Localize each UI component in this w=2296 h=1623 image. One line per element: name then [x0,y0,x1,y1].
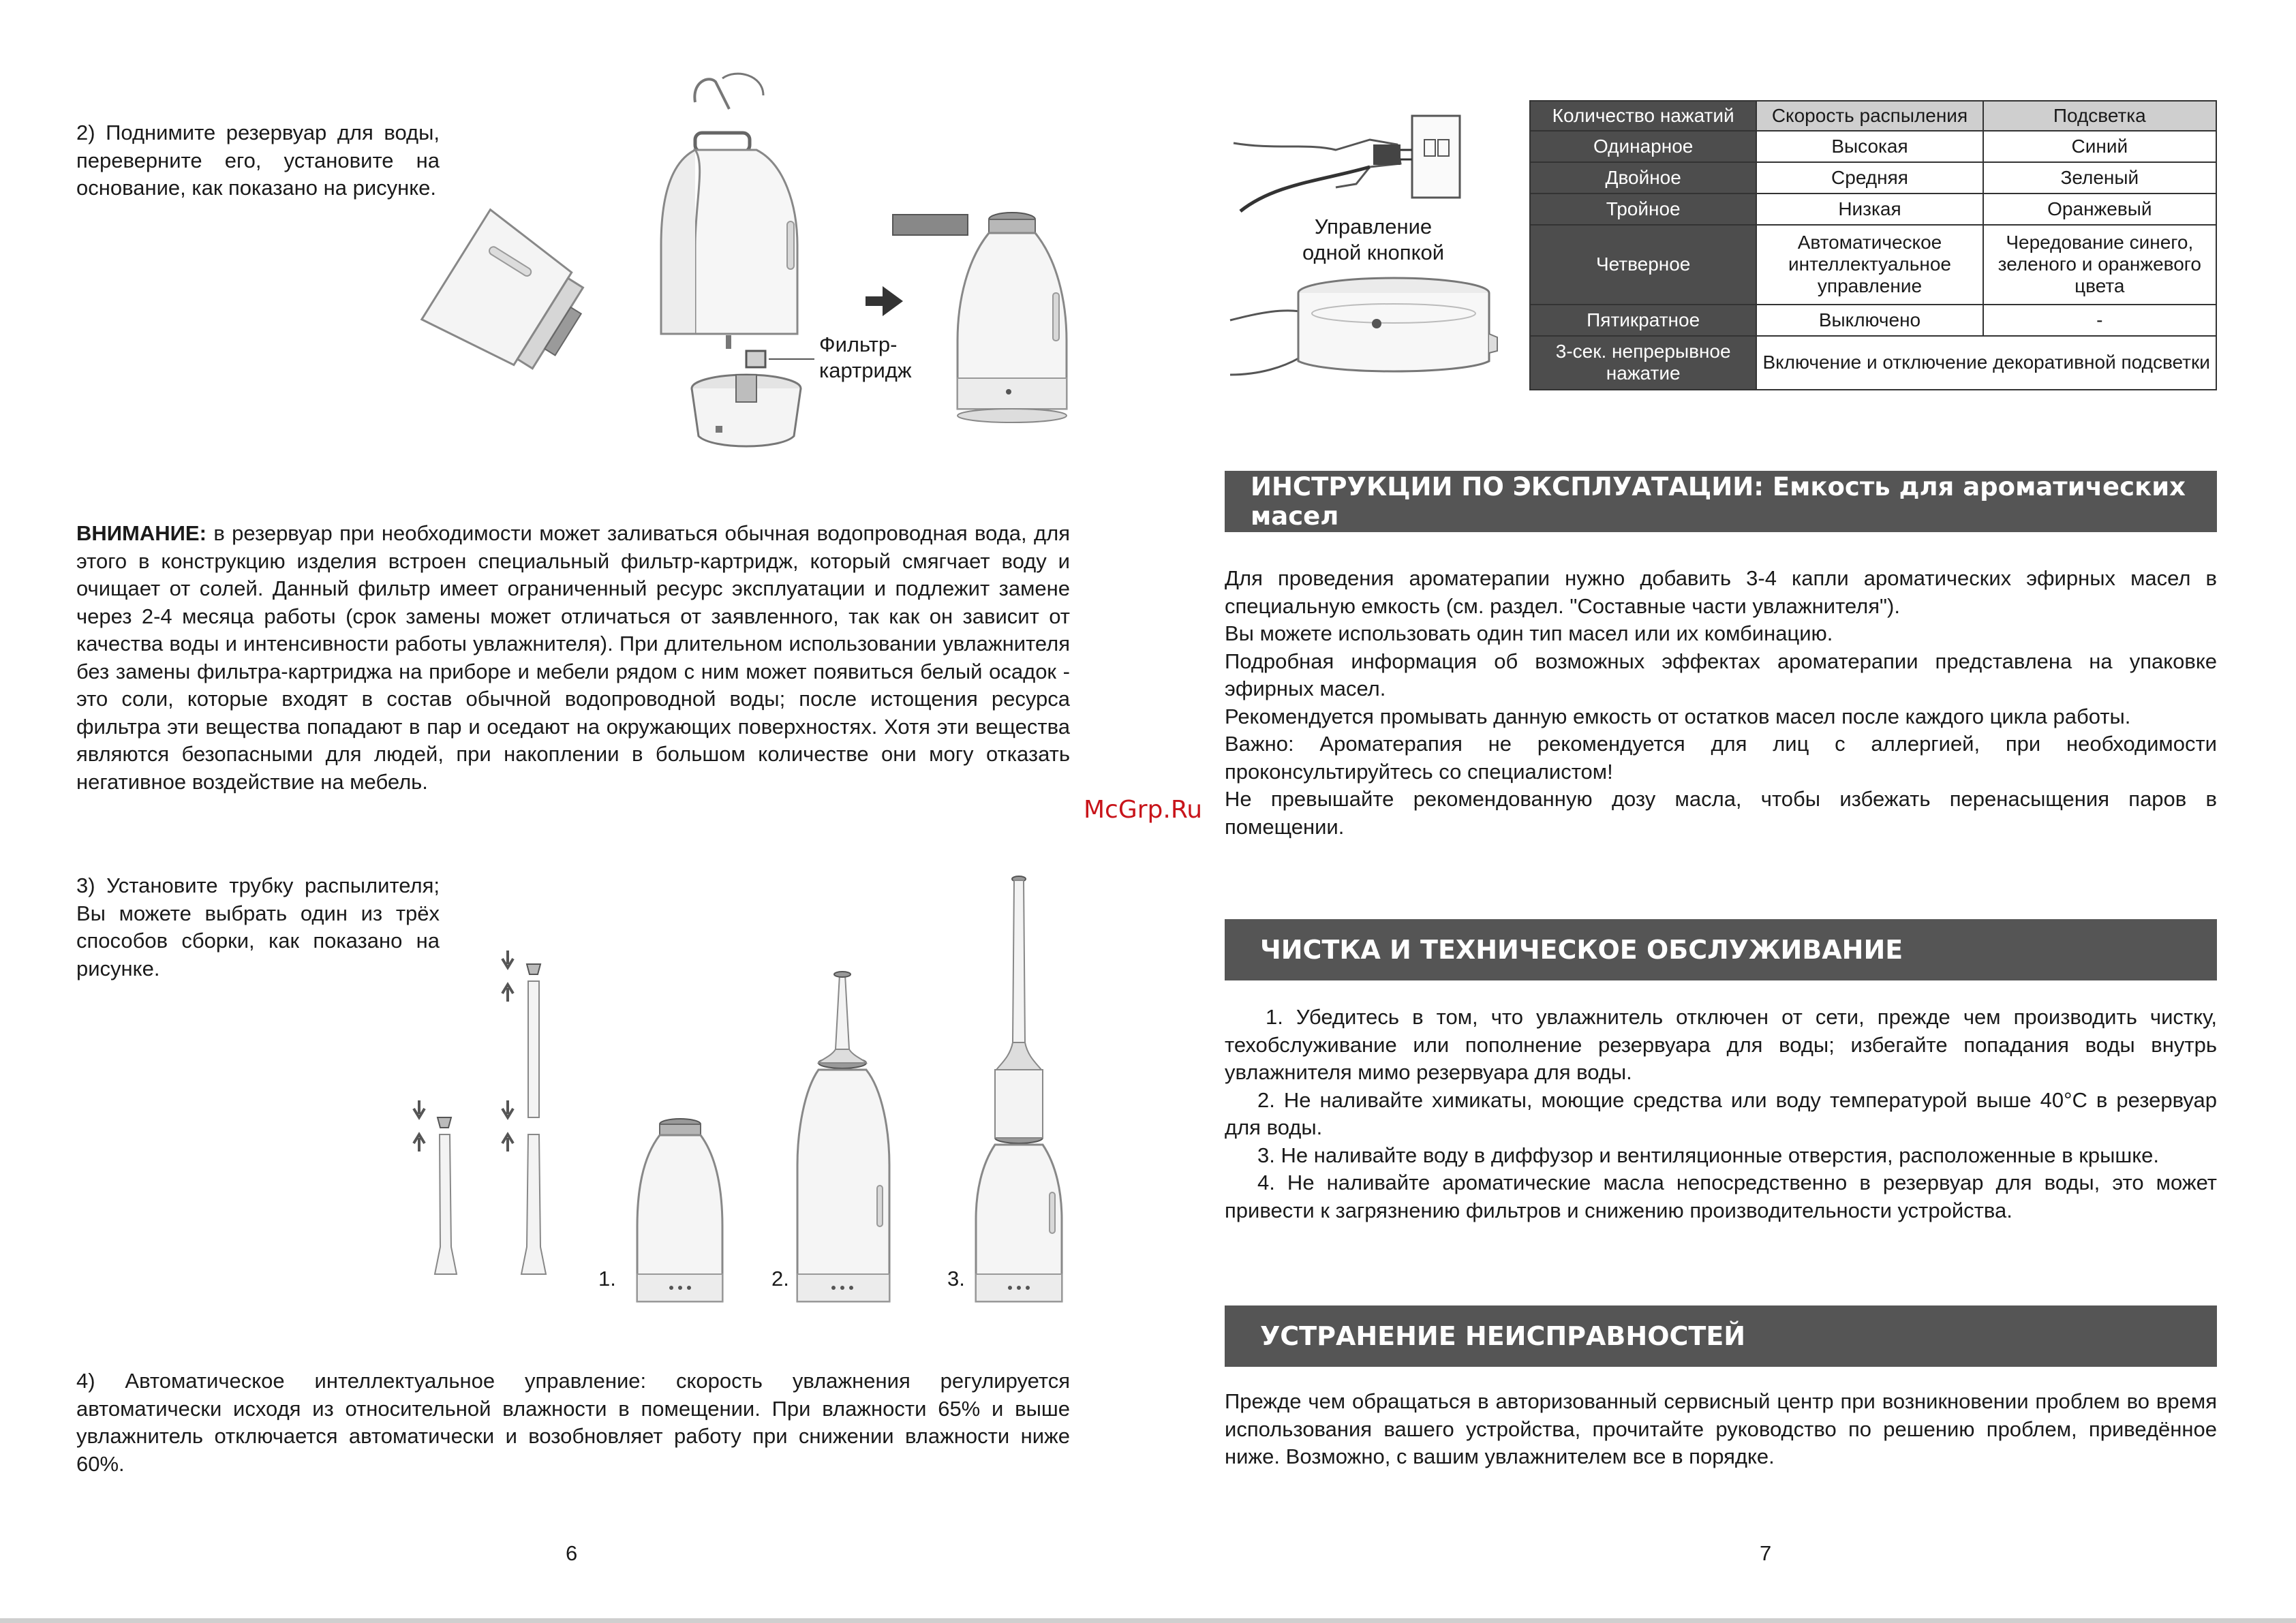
aroma-paragraph: Для проведения ароматерапии нужно добавить 3-4 капли ароматических эфирных масел в специальную емкость (см. раздел. "Составные части увлажнителя"). [1225,566,2217,618]
table-cell: Средняя [1756,162,1983,194]
plug-illustration [1234,102,1465,225]
table-row [1530,162,2216,194]
table-row [1530,194,2216,225]
table-cell: Оранжевый [1983,194,2216,225]
variant-label-1: 1. [598,1267,616,1290]
table-cell: Двойное [1530,162,1756,194]
spray-tube-assembly-illustration [402,865,1084,1315]
table-row [1530,225,2216,305]
step2-text: 2) Поднимите резервуар для воды, переверните его, установите на основание, как показано на рисунке. [76,121,440,200]
page-number-right: 7 [1760,1541,1772,1565]
step4-text: 4) Автоматическое интеллектуальное управление: скорость увлажнения регулируется автоматически исходя из относительной влажности в помещении. При влажности 65% и выше увлажнитель отключается автоматически и возобновляет работу при снижении влажности ниже 60%. [76,1369,1070,1476]
section-heading-troubleshooting: УСТРАНЕНИЕ НЕИСПРАВНОСТЕЙ [1225,1305,2217,1367]
section-heading-cleaning: ЧИСТКА И ТЕХНИЧЕСКОЕ ОБСЛУЖИВАНИЕ [1225,919,2217,980]
attention-label: ВНИМАНИЕ: [76,521,206,545]
aroma-paragraph: Вы можете использовать один тип масел или их комбинацию. [1225,621,1833,645]
table-cell: Одинарное [1530,131,1756,162]
aroma-paragraph: Рекомендуется промывать данную емкость от остатков масел после каждого цикла работы. [1225,704,2131,728]
table-cell: Четверное [1530,225,1756,305]
button-control-table [1529,100,2217,390]
control-table [1529,100,2217,390]
button-press-illustration [1230,273,1496,395]
table-cell: Чередование синего, зеленого и оранжевого цвета [1983,225,2216,305]
control-caption-line1: Управление [1314,215,1433,238]
table-row [1530,336,2216,390]
troubleshooting-paragraph: Прежде чем обращаться в авторизованный сервисный центр при возникновении проблем во время использования вашего устройства, прочитайте руководство по решению проблем, приведённое ниже. Возможно, с вашим увлажнителем все в порядке. [1225,1389,2217,1468]
assembled-humidifier-illustration [947,204,1077,436]
page-number-left: 6 [566,1541,578,1565]
variant-label-2: 2. [771,1267,789,1290]
attention-paragraph [76,520,1070,796]
cleaning-section-body [1225,1004,2217,1224]
cleaning-paragraph: 1. Убедитесь в том, что увлажнитель отключен от сети, прежде чем производить чистку, техобслуживание или пополнение резервуара для воды; избегайте попадания воды внутрь увлажнителя мимо резервуара для воды. [1225,1005,2217,1084]
bottom-edge [0,1618,2296,1623]
section-heading-aroma: ИНСТРУКЦИИ ПО ЭКСПЛУАТАЦИИ: Емкость для ароматических масел [1225,471,2217,532]
cleaning-paragraph: 3. Не наливайте воду в диффузор и вентиляционные отверстия, расположенные в крышке. [1257,1143,2160,1167]
tank-assembly-illustration [443,68,975,477]
table-cell: Синий [1983,131,2216,162]
filter-cartridge-label: Фильтр-картридж [819,333,912,382]
table-header: Скорость распыления [1756,101,1983,131]
step3-text: 3) Установите трубку распылителя; Вы можете выбрать один из трёх способов сборки, как показано на рисунке. [76,874,440,980]
aroma-section-body [1225,565,2217,841]
variant-label-3: 3. [947,1267,965,1290]
table-cell: - [1983,305,2216,336]
attention-body: в резервуар при необходимости может заливаться обычная водопроводная вода, для этого в конструкцию изделия встроен специальный фильтр-картридж, который смягчает воду и очищает от солей. Данный фильтр имеет ограниченный ресурс эксплуатации и подлежит замене через 2-4 месяца работы (срок замены может отличаться от заявленного, так как он зависит от качества воды и интенсивности работы увлажнителя). При длительном использовании увлажнителя без замены фильтра-картриджа на приборе и мебели рядом с ним может появиться белый осадок - это соли, которые входят в состав обычной водопроводной воды; после истощения ресурса фильтра эти вещества попадают в пар и оседают на окружающих поверхностях. Хотя эти вещества являются безопасными для людей, при накоплении в большом количестве они могу отказать негативное воздействие на мебель. [76,521,1070,794]
aroma-paragraph: Не превышайте рекомендованную дозу масла, чтобы избежать перенасыщения паров в помещении. [1225,787,2217,839]
table-cell: Выключено [1756,305,1983,336]
table-row [1530,131,2216,162]
table-cell: Пятикратное [1530,305,1756,336]
table-cell: Зеленый [1983,162,2216,194]
aroma-paragraph: Важно: Ароматерапия не рекомендуется для лиц с аллергией, при необходимости проконсультируйтесь со специалистом! [1225,732,2217,784]
table-cell: Низкая [1756,194,1983,225]
control-caption-line2: одной кнопкой [1302,241,1445,264]
watermark: McGrp.Ru [1084,796,1203,824]
table-row [1530,305,2216,336]
control-caption [1295,214,1452,266]
table-cell: Высокая [1756,131,1983,162]
cleaning-paragraph: 4. Не наливайте ароматические масла непосредственно в резервуар для воды, это может привести к загрязнению фильтров и снижению производительности устройства. [1225,1171,2217,1222]
table-cell: Тройное [1530,194,1756,225]
aroma-paragraph: Подробная информация об возможных эффектах ароматерапии представлена на упаковке эфирных масел. [1225,649,2217,700]
table-cell: 3-сек. непрерывное нажатие [1530,336,1756,390]
cleaning-paragraph: 2. Не наливайте химикаты, моющие средства или воду температурой выше 40°C в резервуар для воды. [1225,1087,2217,1139]
table-header: Подсветка [1983,101,2216,131]
table-header: Количество нажатий [1530,101,1756,131]
table-cell: Включение и отключение декоративной подсветки [1756,336,2216,390]
table-cell: Автоматическое интеллектуальное управление [1756,225,1983,305]
